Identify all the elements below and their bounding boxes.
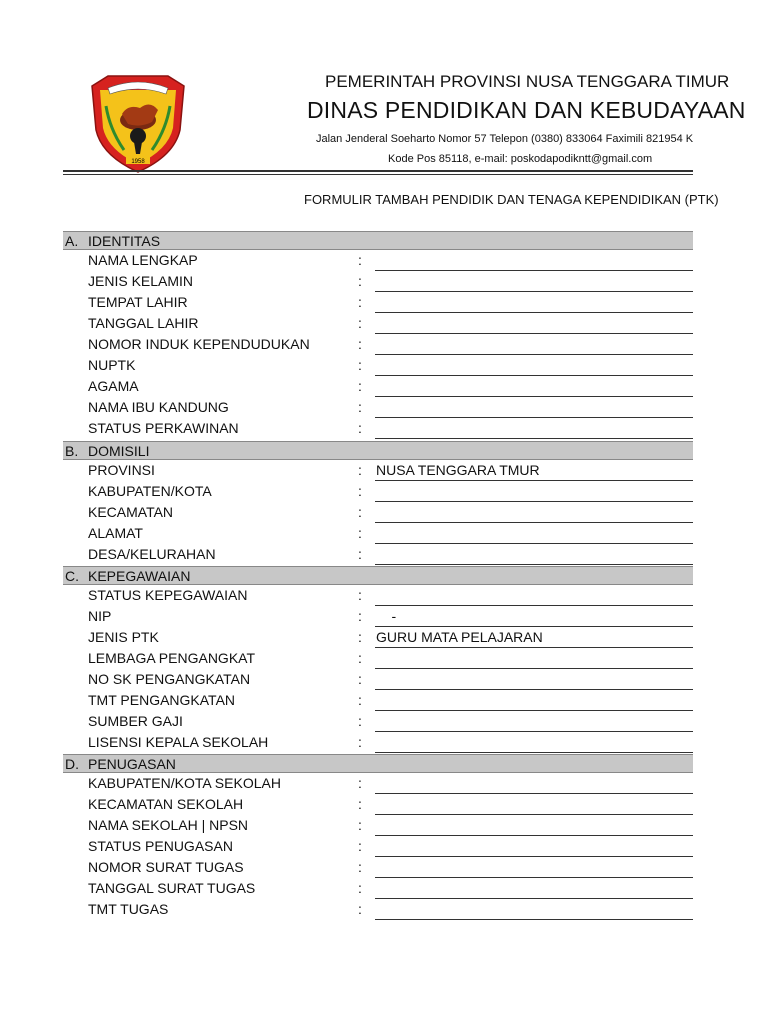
field-label: NOMOR INDUK KEPENDUDUKAN [88,336,310,352]
form-row [63,397,693,418]
field-input-line[interactable] [375,752,693,753]
form-row [63,250,693,271]
form-row [63,878,693,899]
field-colon: : [358,629,362,645]
field-label: AGAMA [88,378,139,394]
form-row [63,376,693,397]
field-label: KECAMATAN SEKOLAH [88,796,244,812]
field-colon: : [358,294,362,310]
field-colon: : [358,587,362,603]
header-agency: DINAS PENDIDIKAN DAN KEBUDAYAAN [307,97,746,123]
form-row [63,481,693,502]
field-colon: : [358,734,362,750]
form-row [63,271,693,292]
field-label: TEMPAT LAHIR [88,294,188,310]
field-label: NOMOR SURAT TUGAS [88,859,244,875]
form-title: FORMULIR TAMBAH PENDIDIK DAN TENAGA KEPENDIDIKAN (PTK) [304,192,719,207]
field-colon: : [358,713,362,729]
section-letter: B. [65,443,79,459]
field-input-line[interactable] [375,919,693,920]
section-letter: C. [65,568,79,584]
form-row [63,857,693,878]
form-row [63,815,693,836]
form-row [63,690,693,711]
field-colon: : [358,775,362,791]
field-colon: : [358,357,362,373]
form-row [63,669,693,690]
field-colon: : [358,880,362,896]
field-label: LISENSI KEPALA SEKOLAH [88,734,269,750]
field-label: SUMBER GAJI [88,713,183,729]
header-contact: Kode Pos 85118, e-mail: poskodapodikntt@gmail.com [388,153,653,165]
section-title: PENUGASAN [88,756,176,772]
form-row [63,544,693,565]
form-row [63,711,693,732]
form-row [63,732,693,753]
field-value[interactable]: NUSA TENGGARA TMUR [376,462,540,478]
field-colon: : [358,504,362,520]
form-row [63,648,693,669]
field-label: TANGGAL SURAT TUGAS [88,880,256,896]
field-label: TANGGAL LAHIR [88,315,199,331]
section-header [63,441,693,460]
field-colon: : [358,420,362,436]
field-value[interactable]: GURU MATA PELAJARAN [376,629,543,645]
field-label: STATUS PERKAWINAN [88,420,239,436]
field-colon: : [358,671,362,687]
form-row [63,460,693,481]
field-colon: : [358,252,362,268]
section-letter: D. [65,756,79,772]
header-divider-thin [63,174,693,175]
field-label: JENIS KELAMIN [88,273,194,289]
form-row [63,606,693,627]
field-colon: : [358,399,362,415]
field-value[interactable]: - [376,608,397,624]
section-title: KEPEGAWAIAN [88,568,191,584]
field-colon: : [358,483,362,499]
section-header [63,754,693,773]
form-row [63,334,693,355]
field-label: TMT PENGANGKATAN [88,692,236,708]
form-row [63,292,693,313]
section-header [63,231,693,250]
field-colon: : [358,838,362,854]
field-colon: : [358,608,362,624]
field-label: STATUS KEPEGAWAIAN [88,587,248,603]
section-title: DOMISILI [88,443,150,459]
field-colon: : [358,692,362,708]
field-label: ALAMAT [88,525,143,541]
form-row [63,585,693,606]
field-label: PROVINSI [88,462,155,478]
field-colon: : [358,901,362,917]
field-label: DESA/KELURAHAN [88,546,216,562]
field-input-line[interactable] [375,438,693,439]
field-colon: : [358,315,362,331]
field-label: NO SK PENGANGKATAN [88,671,251,687]
field-colon: : [358,336,362,352]
form-row [63,899,693,920]
section-title: IDENTITAS [88,233,161,249]
field-label: JENIS PTK [88,629,159,645]
field-label: NAMA SEKOLAH | NPSN [88,817,249,833]
header-government: PEMERINTAH PROVINSI NUSA TENGGARA TIMUR [325,72,730,91]
field-colon: : [358,546,362,562]
field-colon: : [358,817,362,833]
field-label: STATUS PENUGASAN [88,838,233,854]
section-header [63,566,693,585]
field-label: KABUPATEN/KOTA SEKOLAH [88,775,281,791]
form-row [63,794,693,815]
field-label: KABUPATEN/KOTA [88,483,212,499]
form-row [63,836,693,857]
field-colon: : [358,525,362,541]
field-label: LEMBAGA PENGANGKAT [88,650,256,666]
field-colon: : [358,796,362,812]
form-row [63,502,693,523]
ntt-emblem-logo [88,70,188,174]
field-colon: : [358,378,362,394]
header-address: Jalan Jenderal Soeharto Nomor 57 Telepon (0380) 833064 Faximili 821954 K [316,133,694,145]
field-colon: : [358,462,362,478]
section-letter: A. [65,233,79,249]
field-colon: : [358,273,362,289]
field-input-line[interactable] [375,564,693,565]
field-colon: : [358,859,362,875]
form-row [63,523,693,544]
form-row [63,627,693,648]
field-label: NIP [88,608,112,624]
field-label: NAMA LENGKAP [88,252,198,268]
form-row [63,418,693,439]
svg-text:1958: 1958 [131,159,145,165]
header-divider-thick [63,170,693,172]
form-row [63,355,693,376]
field-label: KECAMATAN [88,504,174,520]
field-label: TMT TUGAS [88,901,169,917]
form-row [63,773,693,794]
form-row [63,313,693,334]
field-colon: : [358,650,362,666]
field-label: NUPTK [88,357,136,373]
field-label: NAMA IBU KANDUNG [88,399,229,415]
